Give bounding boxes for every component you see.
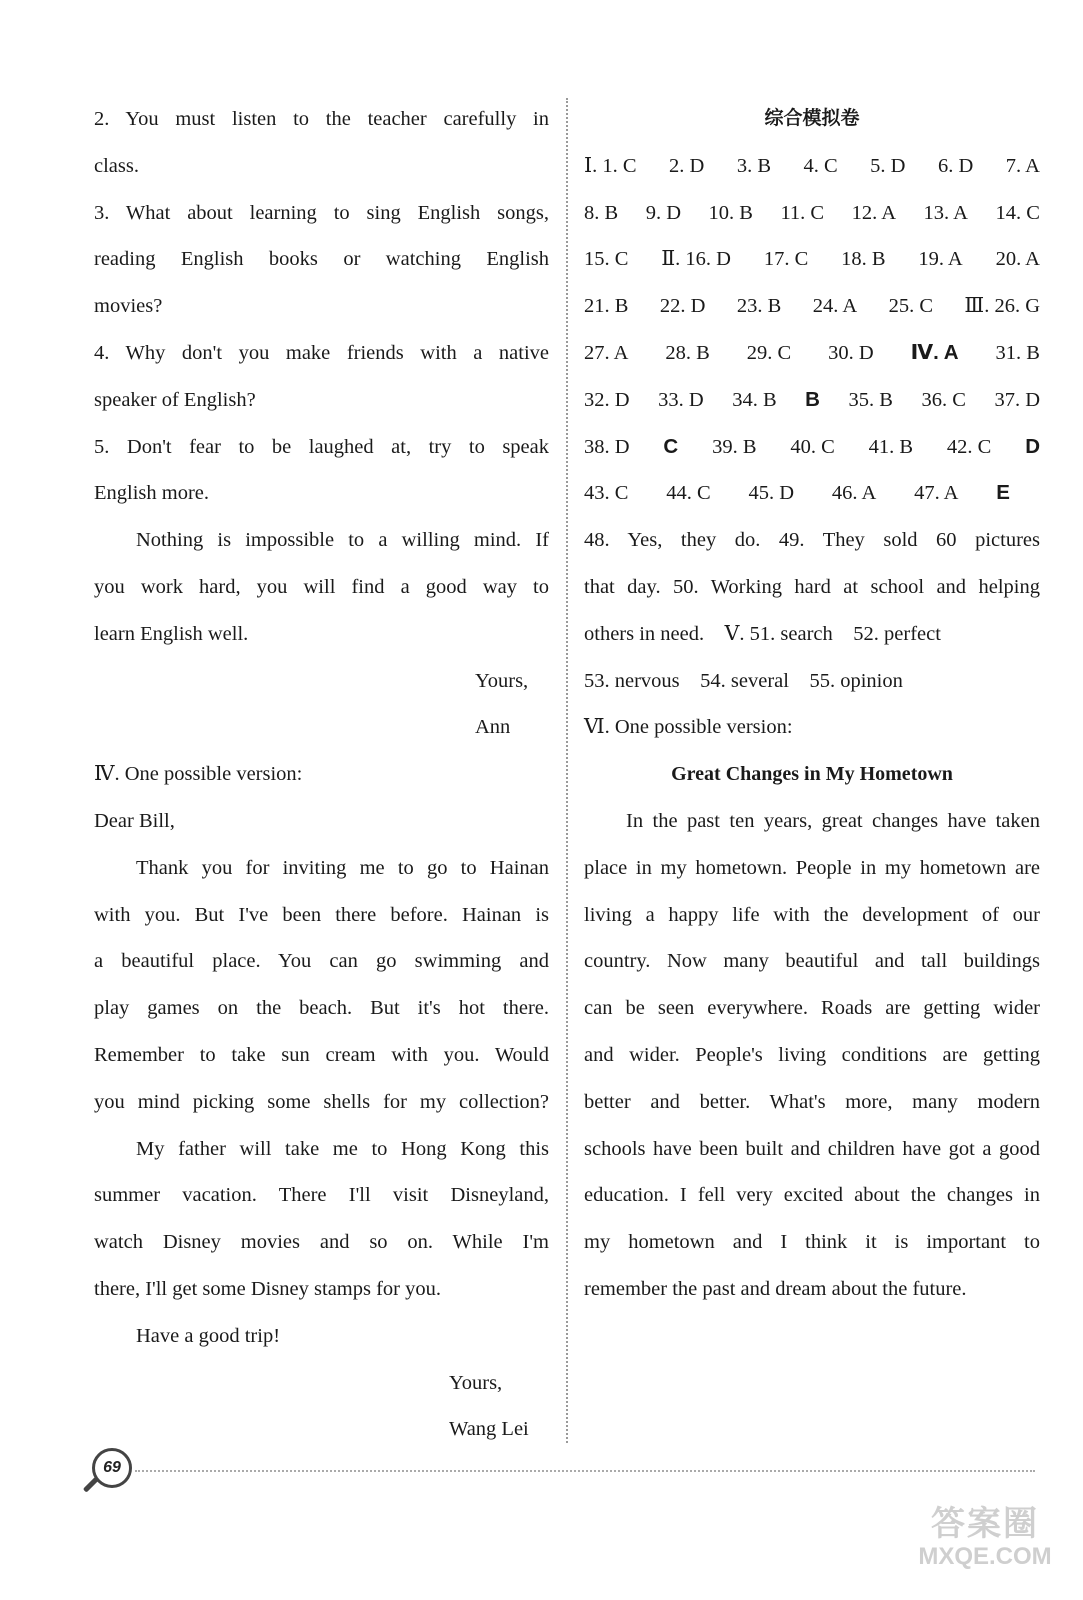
text-line: better and better. What's more, many modern <box>584 1090 1040 1113</box>
page-number: 69 <box>92 1448 132 1488</box>
answer: 21. B <box>584 295 629 318</box>
answer: 3. B <box>736 154 771 177</box>
answer: 38. D <box>584 435 630 458</box>
answer: Ⅳ. A <box>910 340 959 364</box>
answer: 41. B <box>868 435 914 458</box>
text-line: country. Now many beautiful and tall buildings <box>584 950 1040 973</box>
answer: 40. C <box>790 435 835 458</box>
text-line: 53. nervous 54. several 55. opinion <box>584 669 903 692</box>
column-divider <box>566 98 568 1443</box>
text-line: movies? <box>94 295 163 318</box>
answer: 29. C <box>746 341 792 364</box>
answer: 32. D <box>584 388 630 411</box>
answer: 22. D <box>659 295 706 318</box>
answer: 5. D <box>870 154 906 177</box>
answer: 27. A <box>584 341 629 364</box>
text-line: 4. Why don't you make friends with a native <box>94 341 549 364</box>
answer: 9. D <box>645 201 681 224</box>
text-line: place in my hometown. People in my hometown are <box>584 856 1040 879</box>
text-line: my hometown and I think it is important to <box>584 1231 1040 1254</box>
answer: 23. B <box>736 295 782 318</box>
salutation: Dear Bill, <box>94 809 175 832</box>
answer: 11. C <box>780 201 825 224</box>
answer: 44. C <box>666 482 711 505</box>
text-line: living a happy life with the development of our <box>584 903 1040 926</box>
answer: 6. D <box>937 154 974 177</box>
answer: 14. C <box>995 201 1040 224</box>
answer-row <box>584 470 1040 517</box>
text-line: Thank you for inviting me to go to Hainan <box>136 856 549 879</box>
answer-row <box>584 424 1040 471</box>
answer: 15. C <box>584 248 629 271</box>
text-line: class. <box>94 154 139 177</box>
answer-row <box>584 143 1040 190</box>
text-line: can be seen everywhere. Roads are getting wider <box>584 997 1040 1020</box>
text-line: 5. Don't fear to be laughed at, try to speak <box>94 435 549 458</box>
answer: 10. B <box>708 201 753 224</box>
text-line: Remember to take sun cream with you. Would <box>94 1043 549 1066</box>
text-line: there, I'll get some Disney stamps for you. <box>94 1277 441 1300</box>
footer-dotted-line <box>135 1470 1035 1472</box>
text-line: speaker of English? <box>94 388 256 411</box>
answer: 8. B <box>584 201 619 224</box>
answer: 45. D <box>748 482 795 505</box>
text-line: education. I fell very excited about the changes in <box>584 1184 1040 1207</box>
answer: E <box>996 481 1010 505</box>
answer: 34. B <box>732 388 777 411</box>
answer: 35. B <box>848 388 893 411</box>
answer: 7. A <box>1005 154 1040 177</box>
text-line: Have a good trip! <box>136 1324 281 1347</box>
answer: Ⅱ. 16. D <box>661 248 731 271</box>
text-line: reading English books or watching English <box>94 248 549 271</box>
text-line: 3. What about learning to sing English songs, <box>94 201 549 224</box>
answer-row <box>584 190 1040 237</box>
section-heading: 综合模拟卷 <box>764 108 860 129</box>
answer-row <box>584 283 1040 330</box>
answer: 36. C <box>921 388 966 411</box>
answer: 17. C <box>763 248 809 271</box>
text-line: remember the past and dream about the future. <box>584 1277 967 1300</box>
answer: 46. A <box>831 482 877 505</box>
answer: Ⅲ. 26. G <box>964 295 1040 318</box>
text-line: English more. <box>94 482 210 505</box>
signature: Wang Lei <box>449 1418 529 1441</box>
text-line: In the past ten years, great changes have taken <box>626 809 1040 832</box>
text-line: others in need. Ⅴ. 51. search 52. perfect <box>584 622 941 645</box>
answer: 13. A <box>923 201 968 224</box>
text-line: you mind picking some shells for my collection? <box>94 1090 549 1113</box>
answer: 28. B <box>665 341 710 364</box>
signature: Ann <box>475 716 511 739</box>
answer: 42. C <box>946 435 992 458</box>
text-line: 2. You must listen to the teacher carefully in <box>94 108 549 130</box>
watermark <box>900 1505 1070 1571</box>
text-line: a beautiful place. You can go swimming and <box>94 950 549 973</box>
answer-row <box>584 377 1040 424</box>
watermark-logo: 答案圈 <box>931 1505 1039 1543</box>
text-line: watch Disney movies and so on. While I'm <box>94 1231 549 1254</box>
answer: 18. B <box>841 248 886 271</box>
text-line: 48. Yes, they do. 49. They sold 60 pictures <box>584 529 1040 552</box>
answer-row <box>584 236 1040 283</box>
text-line: and wider. People's living conditions are getting <box>584 1043 1040 1066</box>
answer: 4. C <box>803 154 838 177</box>
answer: C <box>663 434 679 458</box>
answer: 20. A <box>995 248 1040 271</box>
text-line: Nothing is impossible to a willing mind. If <box>136 529 549 552</box>
text-line: schools have been built and children have got a good <box>584 1137 1040 1160</box>
answer: 39. B <box>712 435 757 458</box>
text-line: you work hard, you will find a good way to <box>94 575 549 598</box>
closing: Yours, <box>475 669 529 692</box>
section-label: Ⅳ. One possible version: <box>94 763 303 786</box>
answer: 43. C <box>584 482 629 505</box>
section-label: Ⅵ. One possible version: <box>584 716 793 739</box>
closing: Yours, <box>449 1371 503 1394</box>
watermark-url: MXQE.COM <box>918 1543 1052 1570</box>
text-line: that day. 50. Working hard at school and helping <box>584 575 1040 598</box>
answer: 33. D <box>658 388 704 411</box>
essay-title: Great Changes in My Hometown <box>671 763 953 786</box>
answer: 2. D <box>669 154 705 177</box>
answer: 24. A <box>812 295 858 318</box>
answer: 30. D <box>828 341 874 364</box>
answer: D <box>1025 434 1040 458</box>
answer: B <box>805 387 820 411</box>
answer-row <box>584 330 1040 377</box>
answer: 19. A <box>918 248 963 271</box>
text-line: with you. But I've been there before. Hainan is <box>94 903 549 926</box>
answer: Ⅰ. 1. C <box>584 154 637 177</box>
text-line: learn English well. <box>94 622 249 645</box>
text-line: My father will take me to Hong Kong this <box>136 1137 549 1160</box>
left-column <box>94 96 549 1453</box>
answer: 12. A <box>851 201 897 224</box>
right-column <box>584 96 1040 1313</box>
text-line: summer vacation. There I'll visit Disneyland, <box>94 1184 549 1207</box>
answer: 37. D <box>994 388 1040 411</box>
text-line: play games on the beach. But it's hot there. <box>94 997 549 1020</box>
answer: 47. A <box>914 482 959 505</box>
answer: 31. B <box>995 341 1040 364</box>
answer: 25. C <box>888 295 933 318</box>
